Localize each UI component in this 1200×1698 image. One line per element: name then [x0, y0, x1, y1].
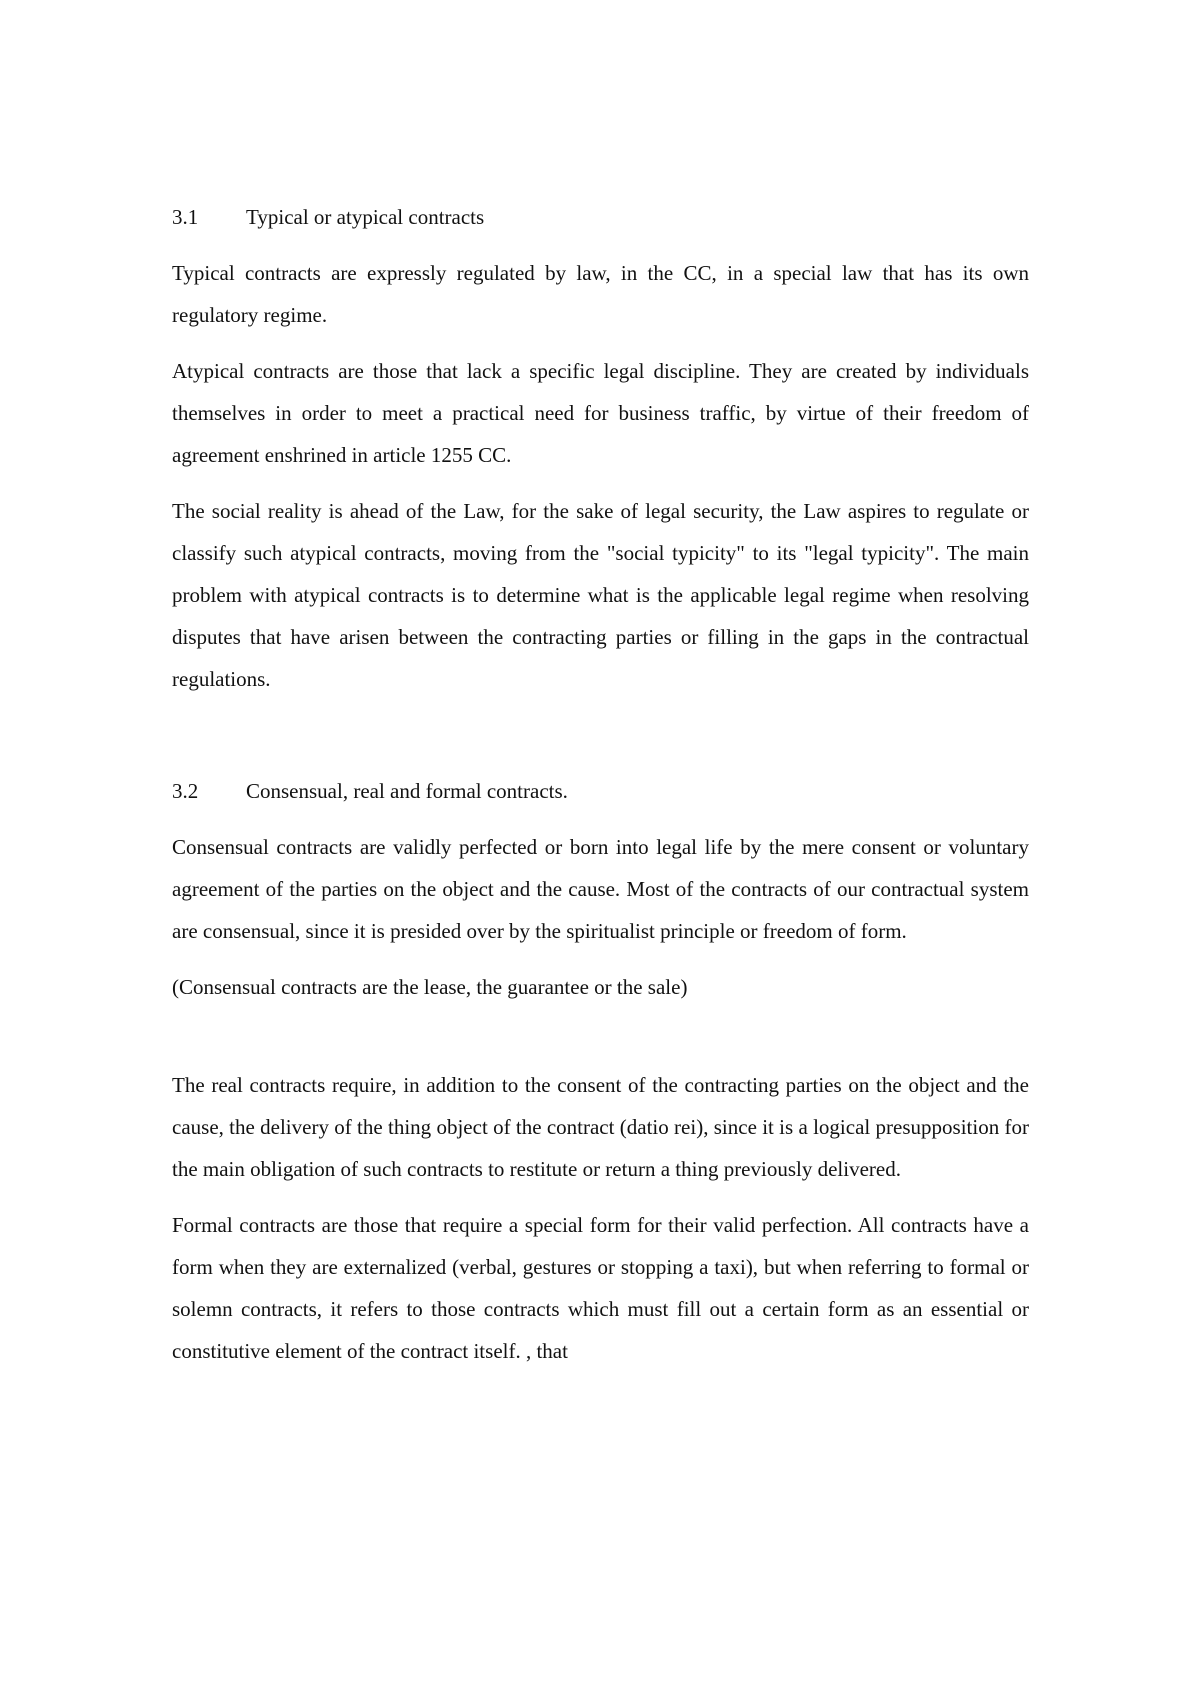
paragraph: (Consensual contracts are the lease, the guarantee or the sale) — [172, 975, 688, 999]
section-number: 3.1 — [172, 205, 199, 229]
paragraph: Atypical contracts are those that lack a specific legal discipline. They are created by individuals themselves in order to meet a practical need for business traffic, by virtue of their freedom of agreement enshrined in article 1255 CC. — [172, 359, 1029, 467]
section-heading-3-1 — [172, 196, 1029, 238]
section-number: 3.2 — [172, 779, 199, 803]
paragraph: The real contracts require, in addition to the consent of the contracting parties on the object and the cause, the delivery of the thing object of the contract (datio rei), since it is a logical presupposition for the main obligation of such contracts to restitute or return a thing previously delivered. — [172, 1073, 1029, 1181]
section-heading-3-2 — [172, 770, 1029, 812]
section-title: Typical or atypical contracts — [246, 205, 485, 229]
section-title: Consensual, real and formal contracts. — [246, 779, 568, 803]
paragraph: The social reality is ahead of the Law, for the sake of legal security, the Law aspires to regulate or classify such atypical contracts, moving from the "social typicity" to its "legal typicity". The main problem with atypical contracts is to determine what is the applicable legal regime when resolving disputes that have arisen between the contracting parties or filling in the gaps in the contractual regulations. — [172, 499, 1029, 691]
section-spacer — [172, 714, 1029, 770]
paragraph: Consensual contracts are validly perfected or born into legal life by the mere consent or voluntary agreement of the parties on the object and the cause. Most of the contracts of our contractual system are consensual, since it is presided over by the spiritualist principle or freedom of form. — [172, 835, 1029, 943]
paragraph-spacer — [172, 1022, 1029, 1064]
paragraph: Formal contracts are those that require a special form for their valid perfection. All contracts have a form when they are externalized (verbal, gestures or stopping a taxi), but when referring to formal or solemn contracts, it refers to those contracts which must fill out a certain form as an essential or constitutive element of the contract itself. , that — [172, 1213, 1029, 1363]
document-body — [172, 196, 1029, 1386]
paragraph: Typical contracts are expressly regulated by law, in the CC, in a special law that has its own regulatory regime. — [172, 261, 1029, 327]
